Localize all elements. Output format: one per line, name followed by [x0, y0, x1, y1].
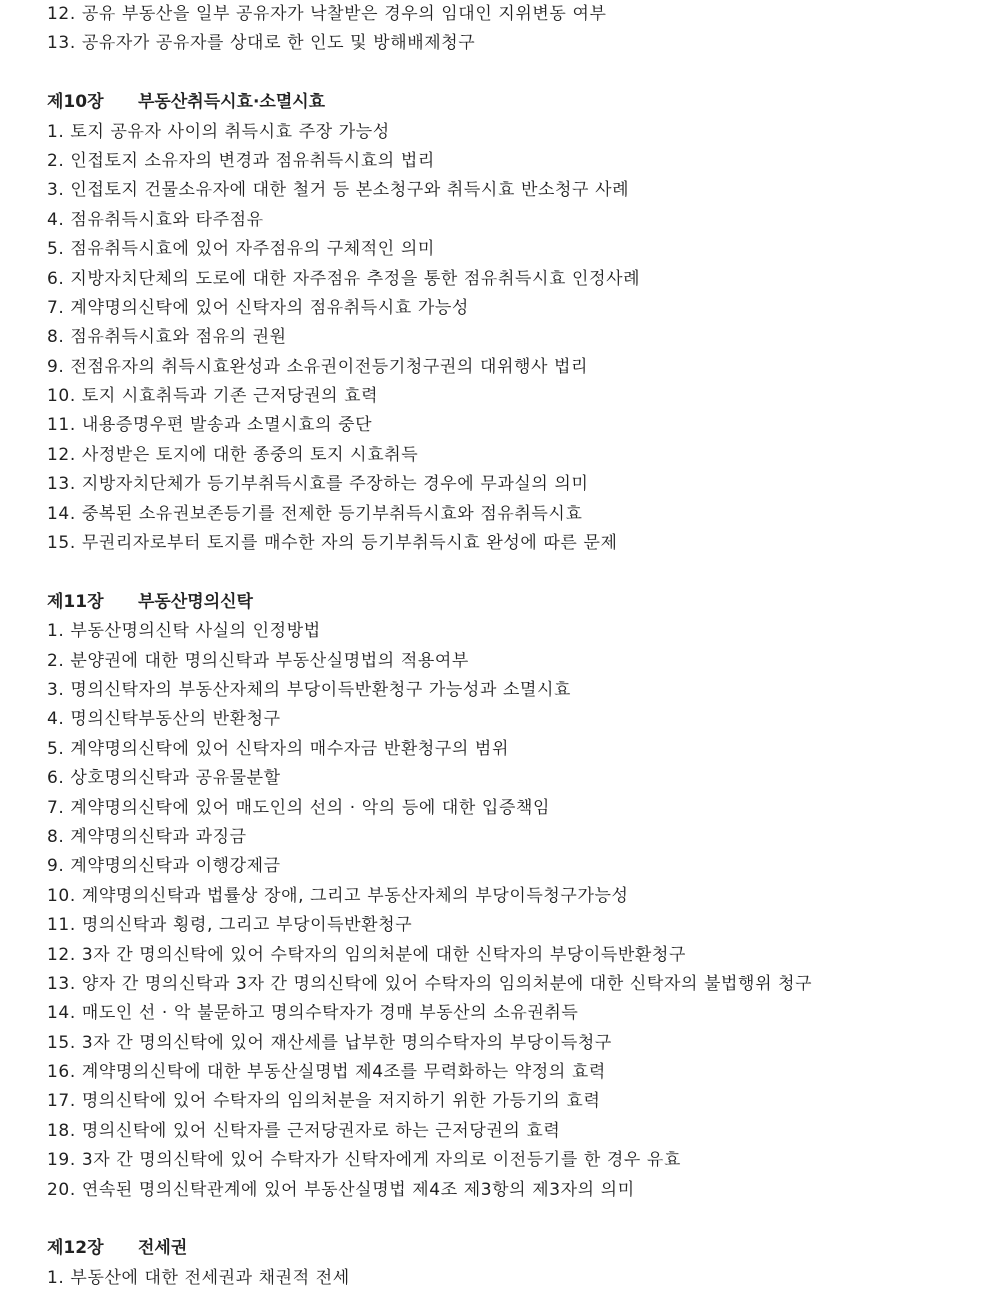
list-item: 6. 상호명의신탁과 공유물분할: [47, 768, 281, 789]
list-item: 20. 연속된 명의신탁관계에 있어 부동산실명법 제4조 제3항의 제3자의 의미: [47, 1179, 635, 1200]
list-item: 2. 인접토지 소유자의 변경과 점유취득시효의 법리: [47, 150, 435, 171]
list-item: 17. 명의신탁에 있어 수탁자의 임의처분을 저지하기 위한 가등기의 효력: [47, 1091, 601, 1112]
list-item: 15. 무권리자로부터 토지를 매수한 자의 등기부취득시효 완성에 따른 문제: [47, 533, 618, 554]
chapter-heading: [47, 88, 977, 117]
list-item: 18. 명의신탁에 있어 신탁자를 근저당권자로 하는 근저당권의 효력: [47, 1120, 561, 1141]
list-item: 3. 인접토지 건물소유자에 대한 철거 등 본소청구와 취득시효 반소청구 사례: [47, 180, 630, 201]
list-item: 13. 공유자가 공유자를 상대로 한 인도 및 방해배제청구: [47, 33, 476, 54]
list-item: 14. 매도인 선 · 악 불문하고 명의수탁자가 경매 부동산의 소유권취득: [47, 1003, 579, 1024]
list-item: 12. 공유 부동산을 일부 공유자가 낙찰받은 경우의 임대인 지위변동 여부: [47, 4, 607, 24]
chapter-title: 부동산취득시효·소멸시효: [138, 92, 326, 113]
list-item: 10. 계약명의신탁과 법률상 장애, 그리고 부동산자체의 부당이득청구가능성: [47, 885, 629, 906]
list-item: 6. 지방자치단체의 도로에 대한 자주점유 추정을 통한 점유취득시효 인정사례: [47, 268, 641, 289]
chapter-number: 제12장: [47, 1238, 104, 1259]
list-item: 16. 계약명의신탁에 대한 부동산실명법 제4조를 무력화하는 약정의 효력: [47, 1062, 606, 1083]
list-item: 8. 계약명의신탁과 과징금: [47, 826, 247, 847]
list-item: 11. 명의신탁과 횡령, 그리고 부당이득반환청구: [47, 915, 413, 936]
chapter-heading: [47, 1234, 977, 1263]
list-item: 13. 지방자치단체가 등기부취득시효를 주장하는 경우에 무과실의 의미: [47, 474, 589, 495]
list-item: 3. 명의신탁자의 부동산자체의 부당이득반환청구 가능성과 소멸시효: [47, 679, 572, 700]
list-item: 4. 점유취득시효와 타주점유: [47, 209, 264, 230]
list-item: 4. 명의신탁부동산의 반환청구: [47, 709, 281, 730]
list-item: 8. 점유취득시효와 점유의 권원: [47, 327, 287, 348]
list-item: 9. 전점유자의 취득시효완성과 소유권이전등기청구권의 대위행사 법리: [47, 356, 589, 377]
list-item: 15. 3자 간 명의신탁에 있어 재산세를 납부한 명의수탁자의 부당이득청구: [47, 1032, 612, 1053]
list-item: 7. 계약명의신탁에 있어 신탁자의 점유취득시효 가능성: [47, 297, 469, 318]
list-item: 7. 계약명의신탁에 있어 매도인의 선의 · 악의 등에 대한 입증책임: [47, 797, 551, 818]
chapter-heading: [47, 588, 977, 617]
chapter-number: 제10장: [47, 92, 104, 113]
list-item: 10. 토지 시효취득과 기존 근저당권의 효력: [47, 386, 379, 407]
list-item: 1. 토지 공유자 사이의 취득시효 주장 가능성: [47, 121, 390, 142]
chapter-number: 제11장: [47, 591, 104, 612]
list-item: 12. 3자 간 명의신탁에 있어 수탁자의 임의처분에 대한 신탁자의 부당이득반환청구: [47, 944, 686, 965]
list-item: 9. 계약명의신탁과 이행강제금: [47, 856, 281, 877]
list-item: 11. 내용증명우편 발송과 소멸시효의 중단: [47, 415, 373, 436]
list-item: 5. 점유취득시효에 있어 자주점유의 구체적인 의미: [47, 239, 435, 260]
list-item: 1. 부동산에 대한 전세권과 채권적 전세: [47, 1267, 350, 1288]
chapter-title: 전세권: [138, 1238, 188, 1259]
list-item: 13. 양자 간 명의신탁과 3자 간 명의신탁에 있어 수탁자의 임의처분에 대한 신탁자의 불법행위 청구: [47, 973, 813, 994]
section-spacer: [47, 1205, 977, 1234]
list-item: 19. 3자 간 명의신탁에 있어 수탁자가 신탁자에게 자의로 이전등기를 한 경우 유효: [47, 1150, 681, 1171]
section-spacer: [47, 558, 977, 587]
list-item: 12. 사정받은 토지에 대한 종중의 토지 시효취득: [47, 444, 419, 465]
list-item: 5. 계약명의신탁에 있어 신탁자의 매수자금 반환청구의 범위: [47, 738, 509, 759]
document-body: [47, 0, 977, 1293]
list-item: 14. 중복된 소유권보존등기를 전제한 등기부취득시효와 점유취득시효: [47, 503, 583, 524]
chapter-title: 부동산명의신탁: [138, 591, 253, 612]
list-item: 1. 부동산명의신탁 사실의 인정방법: [47, 621, 321, 642]
list-item: 2. 분양권에 대한 명의신탁과 부동산실명법의 적용여부: [47, 650, 469, 671]
section-spacer: [47, 59, 977, 88]
